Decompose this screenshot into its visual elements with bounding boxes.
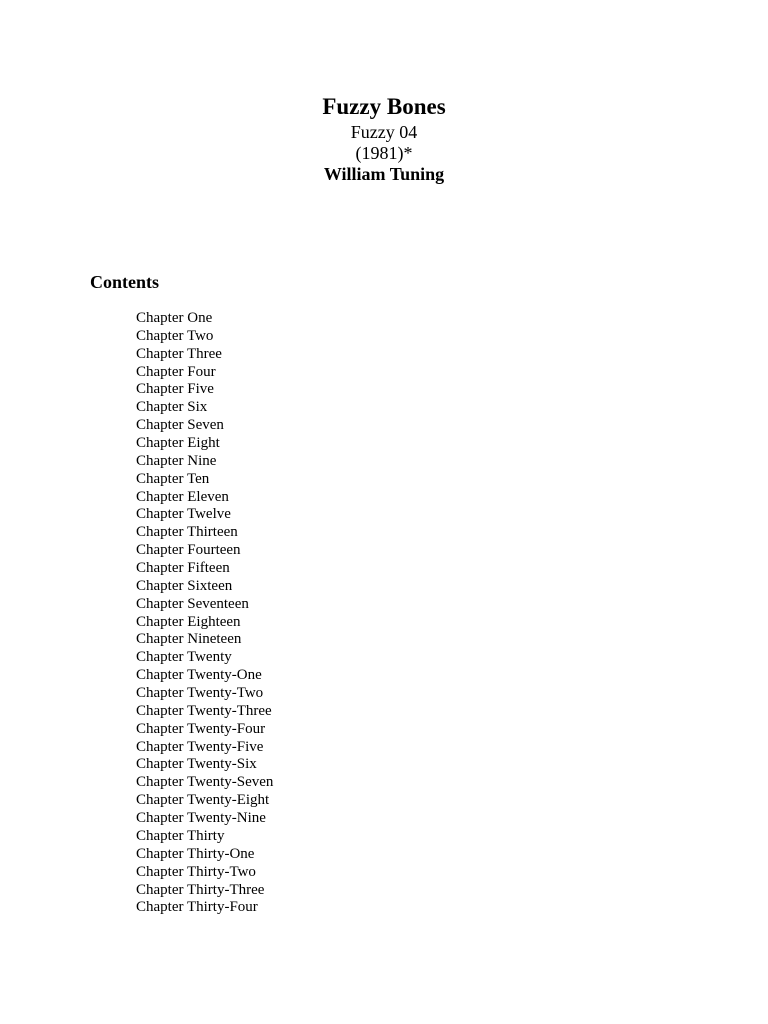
- author-name: William Tuning: [323, 164, 445, 184]
- chapter-link[interactable]: Chapter Thirty-Four: [136, 899, 258, 916]
- chapter-link[interactable]: Chapter Twenty-Six: [136, 756, 257, 773]
- chapter-link[interactable]: Chapter One: [136, 310, 213, 326]
- series-label: Fuzzy 04: [350, 122, 418, 142]
- chapter-link[interactable]: Chapter Five: [136, 381, 214, 398]
- chapter-link[interactable]: Chapter Twenty-Three: [136, 702, 272, 719]
- chapter-link[interactable]: Chapter Eighteen: [136, 613, 241, 630]
- chapter-link[interactable]: Chapter Ten: [136, 470, 210, 487]
- chapter-link[interactable]: Chapter Twenty-Eight: [136, 792, 270, 809]
- chapter-link[interactable]: Chapter Twenty-One: [136, 667, 262, 684]
- chapter-link[interactable]: Chapter Thirty-Three: [136, 881, 265, 898]
- chapter-link[interactable]: Chapter Eight: [136, 435, 220, 452]
- chapter-link[interactable]: Chapter Fifteen: [136, 560, 230, 577]
- chapter-link[interactable]: Chapter Fourteen: [136, 542, 241, 559]
- chapter-link[interactable]: Chapter Twenty-Two: [136, 685, 264, 702]
- chapter-link[interactable]: Chapter Sixteen: [136, 577, 233, 594]
- chapter-link[interactable]: Chapter Twelve: [136, 506, 231, 523]
- chapter-link[interactable]: Chapter Three: [136, 345, 222, 362]
- chapter-link[interactable]: Chapter Four: [136, 363, 216, 380]
- chapter-list: [136, 310, 273, 917]
- chapter-link[interactable]: Chapter Nine: [136, 452, 217, 469]
- publication-year: (1981)*: [355, 143, 413, 163]
- chapter-link[interactable]: Chapter Six: [136, 399, 208, 416]
- chapter-link[interactable]: Chapter Thirty: [136, 827, 225, 844]
- chapter-link[interactable]: Chapter Thirteen: [136, 524, 238, 541]
- chapter-link[interactable]: Chapter Thirty-One: [136, 845, 255, 862]
- book-title: Fuzzy Bones: [322, 94, 446, 119]
- chapter-link[interactable]: Chapter Eleven: [136, 488, 229, 505]
- chapter-link[interactable]: Chapter Thirty-Two: [136, 863, 256, 880]
- chapter-link[interactable]: Chapter Twenty-Four: [136, 720, 266, 737]
- contents-heading: Contents: [90, 272, 160, 292]
- chapter-link[interactable]: Chapter Twenty: [136, 649, 232, 666]
- chapter-link[interactable]: Chapter Seventeen: [136, 595, 249, 612]
- chapter-link[interactable]: Chapter Two: [136, 327, 214, 344]
- chapter-link[interactable]: Chapter Twenty-Nine: [136, 810, 266, 827]
- chapter-link[interactable]: Chapter Twenty-Five: [136, 738, 264, 755]
- title-block: [0, 92, 768, 185]
- chapter-link[interactable]: Chapter Twenty-Seven: [136, 774, 274, 791]
- chapter-link[interactable]: Chapter Nineteen: [136, 631, 242, 648]
- chapter-link[interactable]: Chapter Seven: [136, 417, 224, 434]
